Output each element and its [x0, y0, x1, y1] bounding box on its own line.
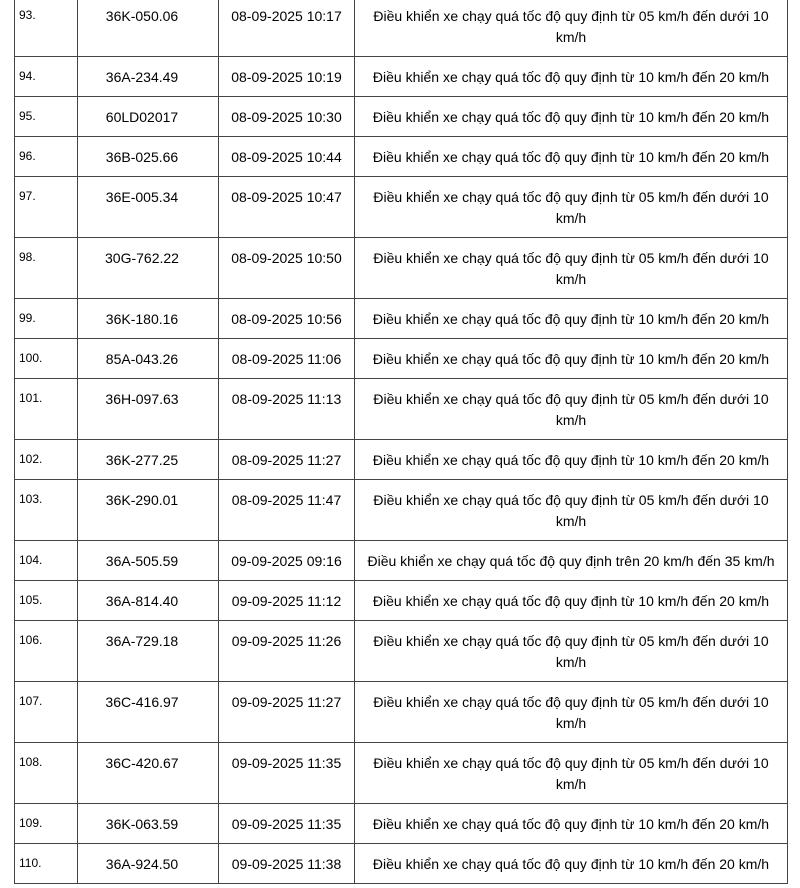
- table-row: [15, 97, 788, 137]
- violation-time-cell: 08-09-2025 10:17: [219, 0, 355, 57]
- violation-time-cell: 08-09-2025 11:47: [219, 480, 355, 541]
- violation-description-cell: Điều khiển xe chạy quá tốc độ quy định từ 10 km/h đến 20 km/h: [355, 299, 788, 339]
- license-plate-cell: 60LD02017: [78, 97, 219, 137]
- violation-time-cell: 08-09-2025 10:47: [219, 177, 355, 238]
- table-row: [15, 339, 788, 379]
- table-row: [15, 621, 788, 682]
- violation-time-cell: 08-09-2025 10:30: [219, 97, 355, 137]
- violation-description-cell: Điều khiển xe chạy quá tốc độ quy định từ 05 km/h đến dưới 10 km/h: [355, 177, 788, 238]
- row-number-cell: 102.: [15, 440, 78, 480]
- table-row: [15, 379, 788, 440]
- violation-description-cell: Điều khiển xe chạy quá tốc độ quy định từ 05 km/h đến dưới 10 km/h: [355, 480, 788, 541]
- violation-description-cell: Điều khiển xe chạy quá tốc độ quy định từ 10 km/h đến 20 km/h: [355, 844, 788, 884]
- row-number-cell: 104.: [15, 541, 78, 581]
- violation-description-cell: Điều khiển xe chạy quá tốc độ quy định từ 05 km/h đến dưới 10 km/h: [355, 682, 788, 743]
- row-number-cell: 98.: [15, 238, 78, 299]
- license-plate-cell: 36K-290.01: [78, 480, 219, 541]
- license-plate-cell: 85A-043.26: [78, 339, 219, 379]
- license-plate-cell: 36C-420.67: [78, 743, 219, 804]
- table-row: [15, 177, 788, 238]
- row-number-cell: 101.: [15, 379, 78, 440]
- row-number-cell: 108.: [15, 743, 78, 804]
- row-number-cell: 105.: [15, 581, 78, 621]
- table-row: [15, 440, 788, 480]
- table-row: [15, 0, 788, 57]
- row-number-cell: 100.: [15, 339, 78, 379]
- violation-time-cell: 09-09-2025 11:35: [219, 743, 355, 804]
- table-row: [15, 137, 788, 177]
- violation-time-cell: 09-09-2025 11:26: [219, 621, 355, 682]
- table-row: [15, 804, 788, 844]
- violation-description-cell: Điều khiển xe chạy quá tốc độ quy định từ 05 km/h đến dưới 10 km/h: [355, 621, 788, 682]
- violation-time-cell: 08-09-2025 10:56: [219, 299, 355, 339]
- violations-table: [14, 0, 788, 884]
- table-row: [15, 57, 788, 97]
- violation-time-cell: 08-09-2025 10:44: [219, 137, 355, 177]
- violation-time-cell: 09-09-2025 09:16: [219, 541, 355, 581]
- violation-description-cell: Điều khiển xe chạy quá tốc độ quy định từ 05 km/h đến dưới 10 km/h: [355, 0, 788, 57]
- license-plate-cell: 36A-729.18: [78, 621, 219, 682]
- row-number-cell: 107.: [15, 682, 78, 743]
- license-plate-cell: 36E-005.34: [78, 177, 219, 238]
- violation-time-cell: 08-09-2025 11:27: [219, 440, 355, 480]
- violation-description-cell: Điều khiển xe chạy quá tốc độ quy định từ 10 km/h đến 20 km/h: [355, 581, 788, 621]
- table-row: [15, 480, 788, 541]
- license-plate-cell: 36C-416.97: [78, 682, 219, 743]
- violation-description-cell: Điều khiển xe chạy quá tốc độ quy định từ 10 km/h đến 20 km/h: [355, 339, 788, 379]
- row-number-cell: 95.: [15, 97, 78, 137]
- table-row: [15, 238, 788, 299]
- violation-description-cell: Điều khiển xe chạy quá tốc độ quy định từ 10 km/h đến 20 km/h: [355, 137, 788, 177]
- violation-description-cell: Điều khiển xe chạy quá tốc độ quy định từ 05 km/h đến dưới 10 km/h: [355, 379, 788, 440]
- violation-description-cell: Điều khiển xe chạy quá tốc độ quy định từ 10 km/h đến 20 km/h: [355, 804, 788, 844]
- violation-time-cell: 08-09-2025 10:50: [219, 238, 355, 299]
- violation-time-cell: 08-09-2025 10:19: [219, 57, 355, 97]
- row-number-cell: 110.: [15, 844, 78, 884]
- license-plate-cell: 30G-762.22: [78, 238, 219, 299]
- license-plate-cell: 36K-180.16: [78, 299, 219, 339]
- license-plate-cell: 36K-277.25: [78, 440, 219, 480]
- license-plate-cell: 36B-025.66: [78, 137, 219, 177]
- table-row: [15, 844, 788, 884]
- row-number-cell: 96.: [15, 137, 78, 177]
- table-row: [15, 299, 788, 339]
- row-number-cell: 109.: [15, 804, 78, 844]
- row-number-cell: 103.: [15, 480, 78, 541]
- row-number-cell: 93.: [15, 0, 78, 57]
- violation-time-cell: 09-09-2025 11:38: [219, 844, 355, 884]
- violation-description-cell: Điều khiển xe chạy quá tốc độ quy định từ 05 km/h đến dưới 10 km/h: [355, 238, 788, 299]
- violation-description-cell: Điều khiển xe chạy quá tốc độ quy định từ 10 km/h đến 20 km/h: [355, 57, 788, 97]
- row-number-cell: 97.: [15, 177, 78, 238]
- violation-time-cell: 08-09-2025 11:13: [219, 379, 355, 440]
- violations-table-body: [15, 0, 788, 884]
- license-plate-cell: 36H-097.63: [78, 379, 219, 440]
- table-row: [15, 581, 788, 621]
- violation-time-cell: 09-09-2025 11:35: [219, 804, 355, 844]
- table-row: [15, 743, 788, 804]
- license-plate-cell: 36A-234.49: [78, 57, 219, 97]
- violation-description-cell: Điều khiển xe chạy quá tốc độ quy định trên 20 km/h đến 35 km/h: [355, 541, 788, 581]
- violation-time-cell: 09-09-2025 11:27: [219, 682, 355, 743]
- table-row: [15, 541, 788, 581]
- license-plate-cell: 36K-050.06: [78, 0, 219, 57]
- row-number-cell: 99.: [15, 299, 78, 339]
- violation-time-cell: 08-09-2025 11:06: [219, 339, 355, 379]
- license-plate-cell: 36A-505.59: [78, 541, 219, 581]
- table-row: [15, 682, 788, 743]
- license-plate-cell: 36K-063.59: [78, 804, 219, 844]
- license-plate-cell: 36A-814.40: [78, 581, 219, 621]
- violation-description-cell: Điều khiển xe chạy quá tốc độ quy định từ 05 km/h đến dưới 10 km/h: [355, 743, 788, 804]
- row-number-cell: 106.: [15, 621, 78, 682]
- violation-description-cell: Điều khiển xe chạy quá tốc độ quy định từ 10 km/h đến 20 km/h: [355, 440, 788, 480]
- row-number-cell: 94.: [15, 57, 78, 97]
- violation-time-cell: 09-09-2025 11:12: [219, 581, 355, 621]
- violation-description-cell: Điều khiển xe chạy quá tốc độ quy định từ 10 km/h đến 20 km/h: [355, 97, 788, 137]
- license-plate-cell: 36A-924.50: [78, 844, 219, 884]
